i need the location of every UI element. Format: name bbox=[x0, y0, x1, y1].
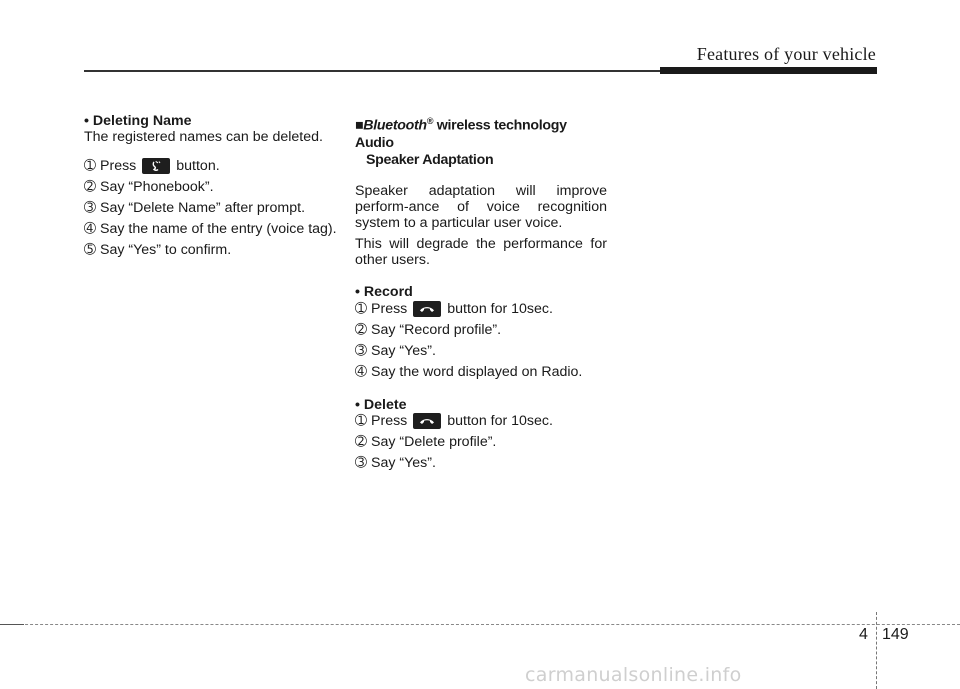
end-call-button-icon bbox=[413, 301, 441, 317]
step-number: ➄ bbox=[84, 241, 96, 258]
step-post-text: button for 10sec. bbox=[447, 300, 553, 317]
section-title-brand: Bluetooth bbox=[363, 117, 427, 134]
deleting-name-intro: The registered names can be deleted. bbox=[84, 129, 323, 146]
step-post-text: button for 10sec. bbox=[447, 413, 553, 430]
step-5 bbox=[84, 242, 340, 259]
step-1 bbox=[84, 158, 340, 175]
left-column bbox=[84, 113, 340, 259]
step-number: ➃ bbox=[355, 363, 367, 380]
step-number: ➀ bbox=[355, 300, 367, 317]
step-number: ➁ bbox=[355, 434, 367, 451]
registered-mark: ® bbox=[426, 116, 434, 126]
deleting-name-heading: • Deleting Name bbox=[84, 113, 192, 129]
step-3 bbox=[84, 200, 340, 217]
chapter-number: 4 bbox=[859, 626, 868, 643]
step-post-text: button. bbox=[176, 157, 220, 174]
section-title-rest: wireless technology Audio bbox=[355, 117, 567, 151]
section-title bbox=[355, 113, 607, 169]
step-number: ➀ bbox=[355, 413, 367, 430]
section-marker: ■ bbox=[355, 117, 364, 134]
step-number: ➂ bbox=[84, 199, 96, 216]
step-text: Say “Phonebook”. bbox=[100, 178, 214, 195]
page-number: 149 bbox=[882, 626, 909, 643]
delete-step-3 bbox=[355, 455, 607, 472]
record-step-3 bbox=[355, 343, 607, 360]
record-heading: • Record bbox=[355, 284, 413, 301]
step-number: ➁ bbox=[355, 321, 367, 338]
delete-step-1 bbox=[355, 413, 607, 430]
step-number: ➀ bbox=[84, 157, 96, 174]
step-text: Say “Delete Name” after prompt. bbox=[100, 199, 306, 216]
record-step-1 bbox=[355, 301, 607, 318]
delete-steps bbox=[355, 413, 607, 472]
adaptation-paragraph-1: Speaker adaptation will improve perform-ance of voice recognition system to a particular user voice. bbox=[355, 182, 607, 232]
step-number: ➂ bbox=[355, 342, 367, 359]
footer-rule-start bbox=[0, 624, 24, 625]
voice-talk-button-icon bbox=[142, 158, 170, 174]
record-steps bbox=[355, 301, 607, 381]
header-rule-thin bbox=[84, 70, 660, 72]
step-text: Say “Yes”. bbox=[371, 455, 436, 472]
header-rule-thick bbox=[660, 67, 877, 74]
step-number: ➃ bbox=[84, 220, 96, 237]
step-pre-text: Press bbox=[371, 300, 408, 317]
deleting-name-steps bbox=[84, 158, 340, 259]
step-pre-text: Press bbox=[100, 157, 137, 174]
step-text: Say the name of the entry (voice tag). bbox=[100, 220, 337, 237]
section-title-line2: Speaker Adaptation bbox=[366, 151, 494, 168]
step-text: Say “Yes”. bbox=[371, 342, 436, 359]
step-number: ➂ bbox=[355, 455, 367, 472]
right-column bbox=[355, 113, 607, 472]
page-header-title: Features of your vehicle bbox=[696, 44, 876, 64]
step-text: Say “Delete profile”. bbox=[371, 434, 497, 451]
record-step-2 bbox=[355, 322, 607, 339]
step-pre-text: Press bbox=[371, 413, 408, 430]
step-text: Say the word displayed on Radio. bbox=[371, 363, 583, 380]
end-call-button-icon bbox=[413, 413, 441, 429]
page-divider-tick bbox=[876, 612, 877, 689]
footer-rule bbox=[0, 624, 960, 625]
step-2 bbox=[84, 179, 340, 196]
step-4 bbox=[84, 221, 340, 238]
delete-step-2 bbox=[355, 434, 607, 451]
record-step-4 bbox=[355, 364, 607, 381]
step-text: Say “Record profile”. bbox=[371, 321, 502, 338]
delete-heading: • Delete bbox=[355, 396, 407, 413]
watermark: carmanualsonline.info bbox=[525, 664, 742, 686]
step-number: ➁ bbox=[84, 178, 96, 195]
step-text: Say “Yes” to confirm. bbox=[100, 241, 232, 258]
adaptation-paragraph-2: This will degrade the performance for other users. bbox=[355, 235, 607, 268]
